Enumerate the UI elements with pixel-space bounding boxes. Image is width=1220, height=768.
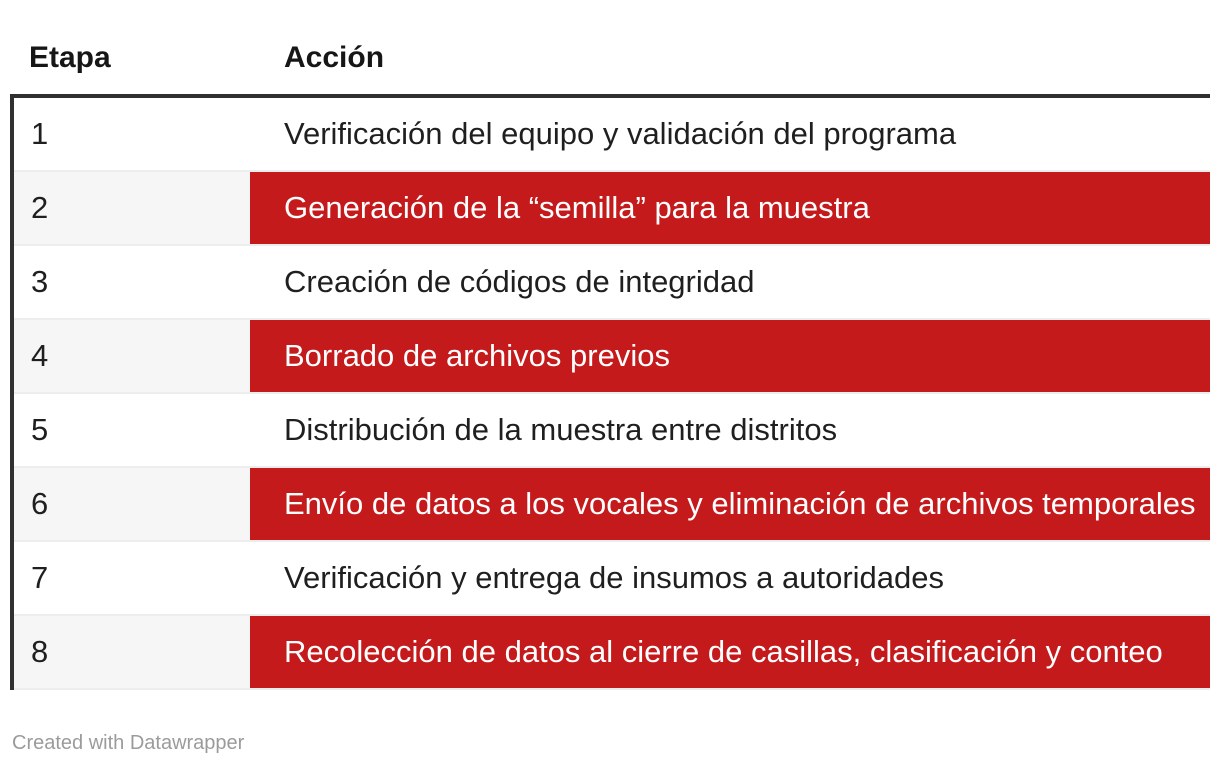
table-row	[14, 542, 1210, 616]
etapa-cell: 2	[14, 172, 250, 244]
table-row	[14, 172, 1210, 246]
table-header-row	[10, 40, 1210, 94]
datawrapper-table	[10, 40, 1210, 755]
accion-cell: Verificación y entrega de insumos a autoridades	[284, 560, 945, 595]
accion-cell: Recolección de datos al cierre de casillas, clasificación y conteo	[250, 616, 1210, 688]
accion-cell: Borrado de archivos previos	[250, 320, 1210, 392]
etapa-cell: 7	[31, 560, 49, 595]
table-row	[14, 616, 1210, 690]
table-row	[14, 246, 1210, 320]
etapa-cell: 1	[31, 116, 49, 151]
accion-cell: Creación de códigos de integridad	[284, 264, 755, 299]
etapa-cell: 8	[14, 616, 250, 688]
table-body	[10, 94, 1210, 690]
table-row	[14, 468, 1210, 542]
accion-cell: Verificación del equipo y validación del programa	[284, 116, 957, 151]
etapa-cell: 6	[14, 468, 250, 540]
table-row	[14, 394, 1210, 468]
attribution	[12, 732, 1210, 755]
table-row	[14, 320, 1210, 394]
etapa-cell: 5	[31, 412, 49, 447]
etapa-cell: 3	[31, 264, 49, 299]
datawrapper-attribution-link[interactable]: Created with Datawrapper	[12, 732, 245, 754]
accion-cell: Envío de datos a los vocales y eliminación de archivos temporales	[250, 468, 1210, 540]
column-header-etapa: Etapa	[29, 41, 111, 74]
etapa-cell: 4	[14, 320, 250, 392]
table-row	[14, 98, 1210, 172]
accion-cell: Distribución de la muestra entre distritos	[284, 412, 838, 447]
column-header-accion: Acción	[284, 41, 385, 74]
accion-cell: Generación de la “semilla” para la muestra	[250, 172, 1210, 244]
